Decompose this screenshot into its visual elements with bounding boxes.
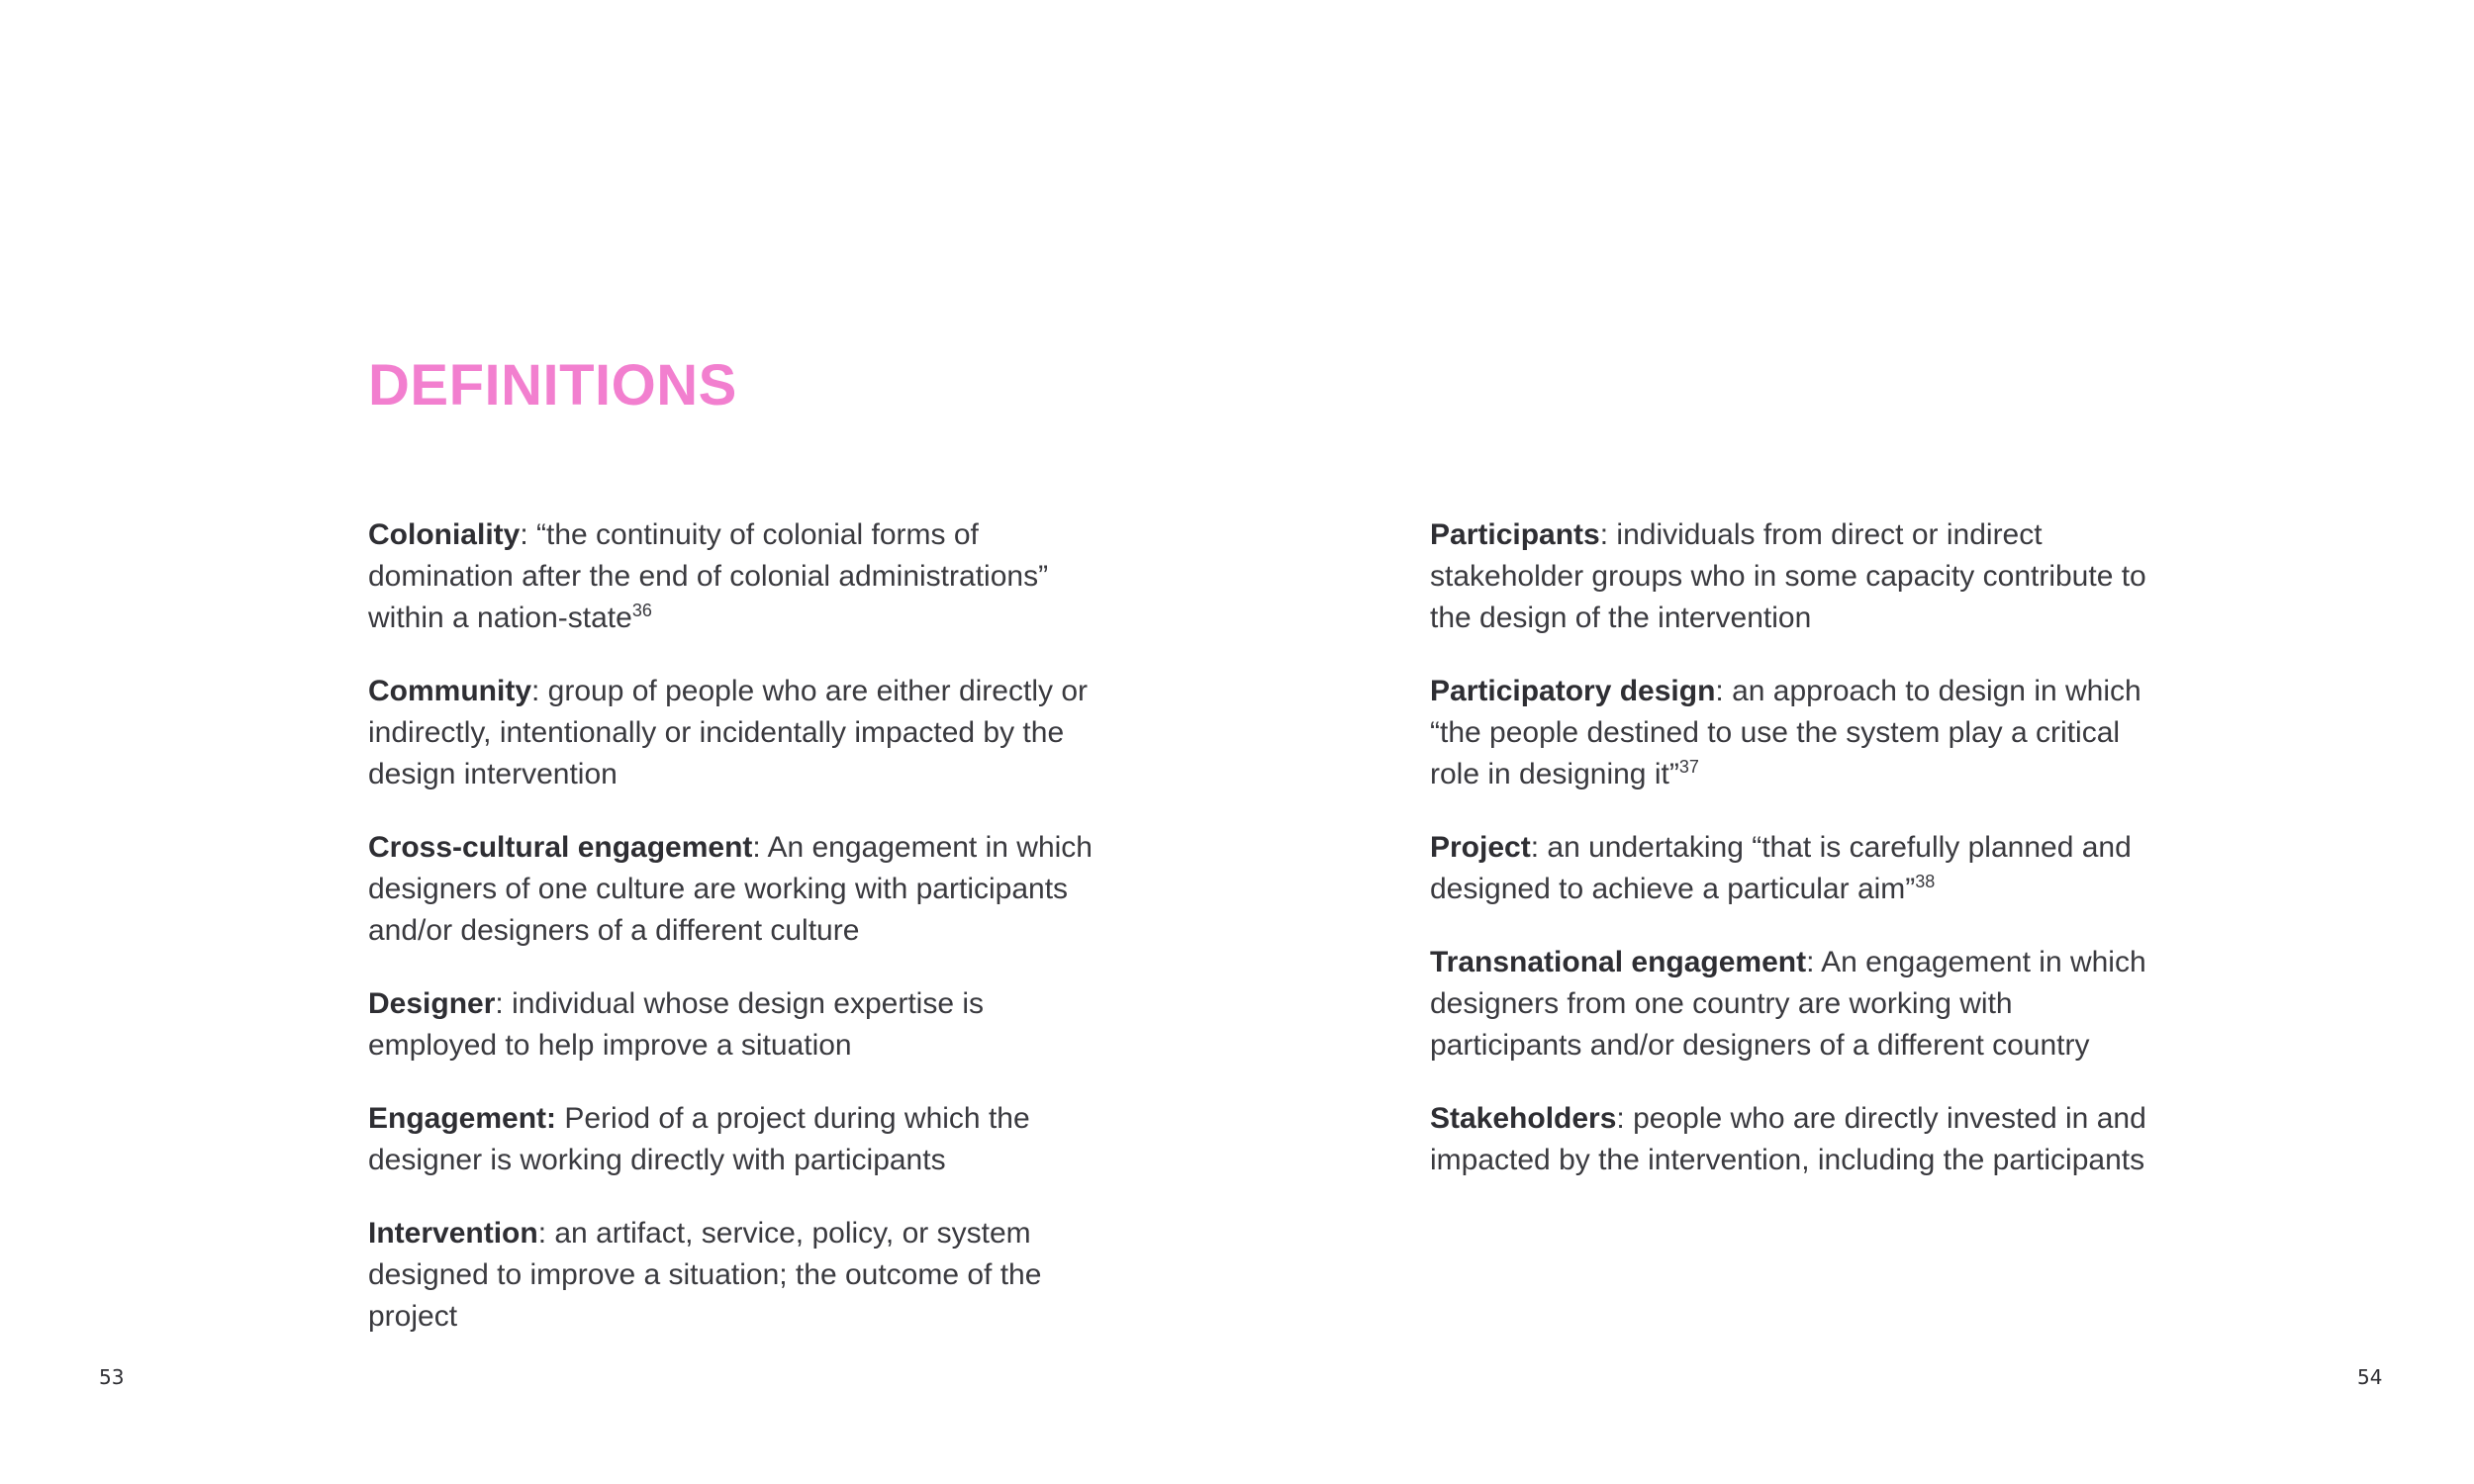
definition-term: Engagement: — [368, 1102, 557, 1135]
definition-term: Transnational engagement — [1430, 946, 1807, 978]
definition-term: Designer — [368, 987, 496, 1020]
definition-separator: : — [520, 518, 537, 551]
definition-text: individual whose design expertise is employed to help improve a situation — [368, 987, 985, 1062]
definition-term: Cross-cultural engagement — [368, 831, 753, 864]
definition-separator: : — [1806, 946, 1822, 978]
definition-text: An engagement in which designers from one country are working with participants and/or designers of a different country — [1430, 946, 2146, 1062]
definition-text: an approach to design in which “the people destined to use the system play a critical role in designing it” — [1430, 675, 2141, 790]
definition-text: an artifact, service, policy, or system designed to improve a situation; the outcome of the project — [368, 1217, 1042, 1333]
definition-designer — [368, 983, 1100, 1067]
definitions-left-column — [368, 514, 1100, 1369]
definitions-right-column — [1430, 514, 2162, 1213]
definition-cross-cultural-engagement — [368, 827, 1100, 952]
definition-stakeholders — [1430, 1098, 2162, 1181]
definition-term: Community — [368, 675, 531, 707]
definition-text: “the continuity of colonial forms of domination after the end of colonial administrations” within a nation-state — [368, 518, 1049, 634]
definition-text: Period of a project during which the designer is working directly with participants — [368, 1102, 1030, 1176]
definition-term: Participants — [1430, 518, 1600, 551]
definition-text: people who are directly invested in and impacted by the intervention, including the participants — [1430, 1102, 2146, 1176]
definition-separator: : — [752, 831, 768, 864]
definition-community — [368, 671, 1100, 795]
footnote-ref: 36 — [631, 601, 652, 620]
footnote-ref: 37 — [1678, 757, 1699, 777]
footnote-ref: 38 — [1915, 872, 1936, 891]
definition-text: An engagement in which designers of one culture are working with participants and/or designers of a different culture — [368, 831, 1093, 947]
page-title: DEFINITIONS — [368, 353, 737, 417]
definition-text: group of people who are either directly or indirectly, intentionally or incidentally impacted by the design intervention — [368, 675, 1088, 790]
page-number-left: 53 — [99, 1365, 125, 1389]
definition-separator: : — [537, 1217, 555, 1250]
definition-text: an undertaking “that is carefully planned and designed to achieve a particular aim” — [1430, 831, 2132, 905]
definition-intervention — [368, 1213, 1100, 1338]
definition-separator: : — [1599, 518, 1617, 551]
definition-term: Intervention — [368, 1217, 538, 1250]
definition-separator: : — [495, 987, 513, 1020]
definition-separator: : — [1715, 675, 1733, 707]
definition-separator: : — [1616, 1102, 1634, 1135]
definition-text: individuals from direct or indirect stakeholder groups who in some capacity contribute to the design of the intervention — [1430, 518, 2146, 634]
definition-separator: : — [1530, 831, 1548, 864]
definition-term: Coloniality — [368, 518, 521, 551]
definition-separator: : — [531, 675, 548, 707]
definition-participants — [1430, 514, 2162, 639]
definition-coloniality — [368, 514, 1100, 639]
definition-engagement — [368, 1098, 1100, 1181]
definition-transnational-engagement — [1430, 942, 2162, 1067]
definition-project — [1430, 827, 2162, 910]
definition-participatory-design — [1430, 671, 2162, 795]
page-number-right: 54 — [2357, 1365, 2383, 1389]
definition-term: Participatory design — [1430, 675, 1716, 707]
definition-term: Stakeholders — [1430, 1102, 1617, 1135]
definition-term: Project — [1430, 831, 1531, 864]
